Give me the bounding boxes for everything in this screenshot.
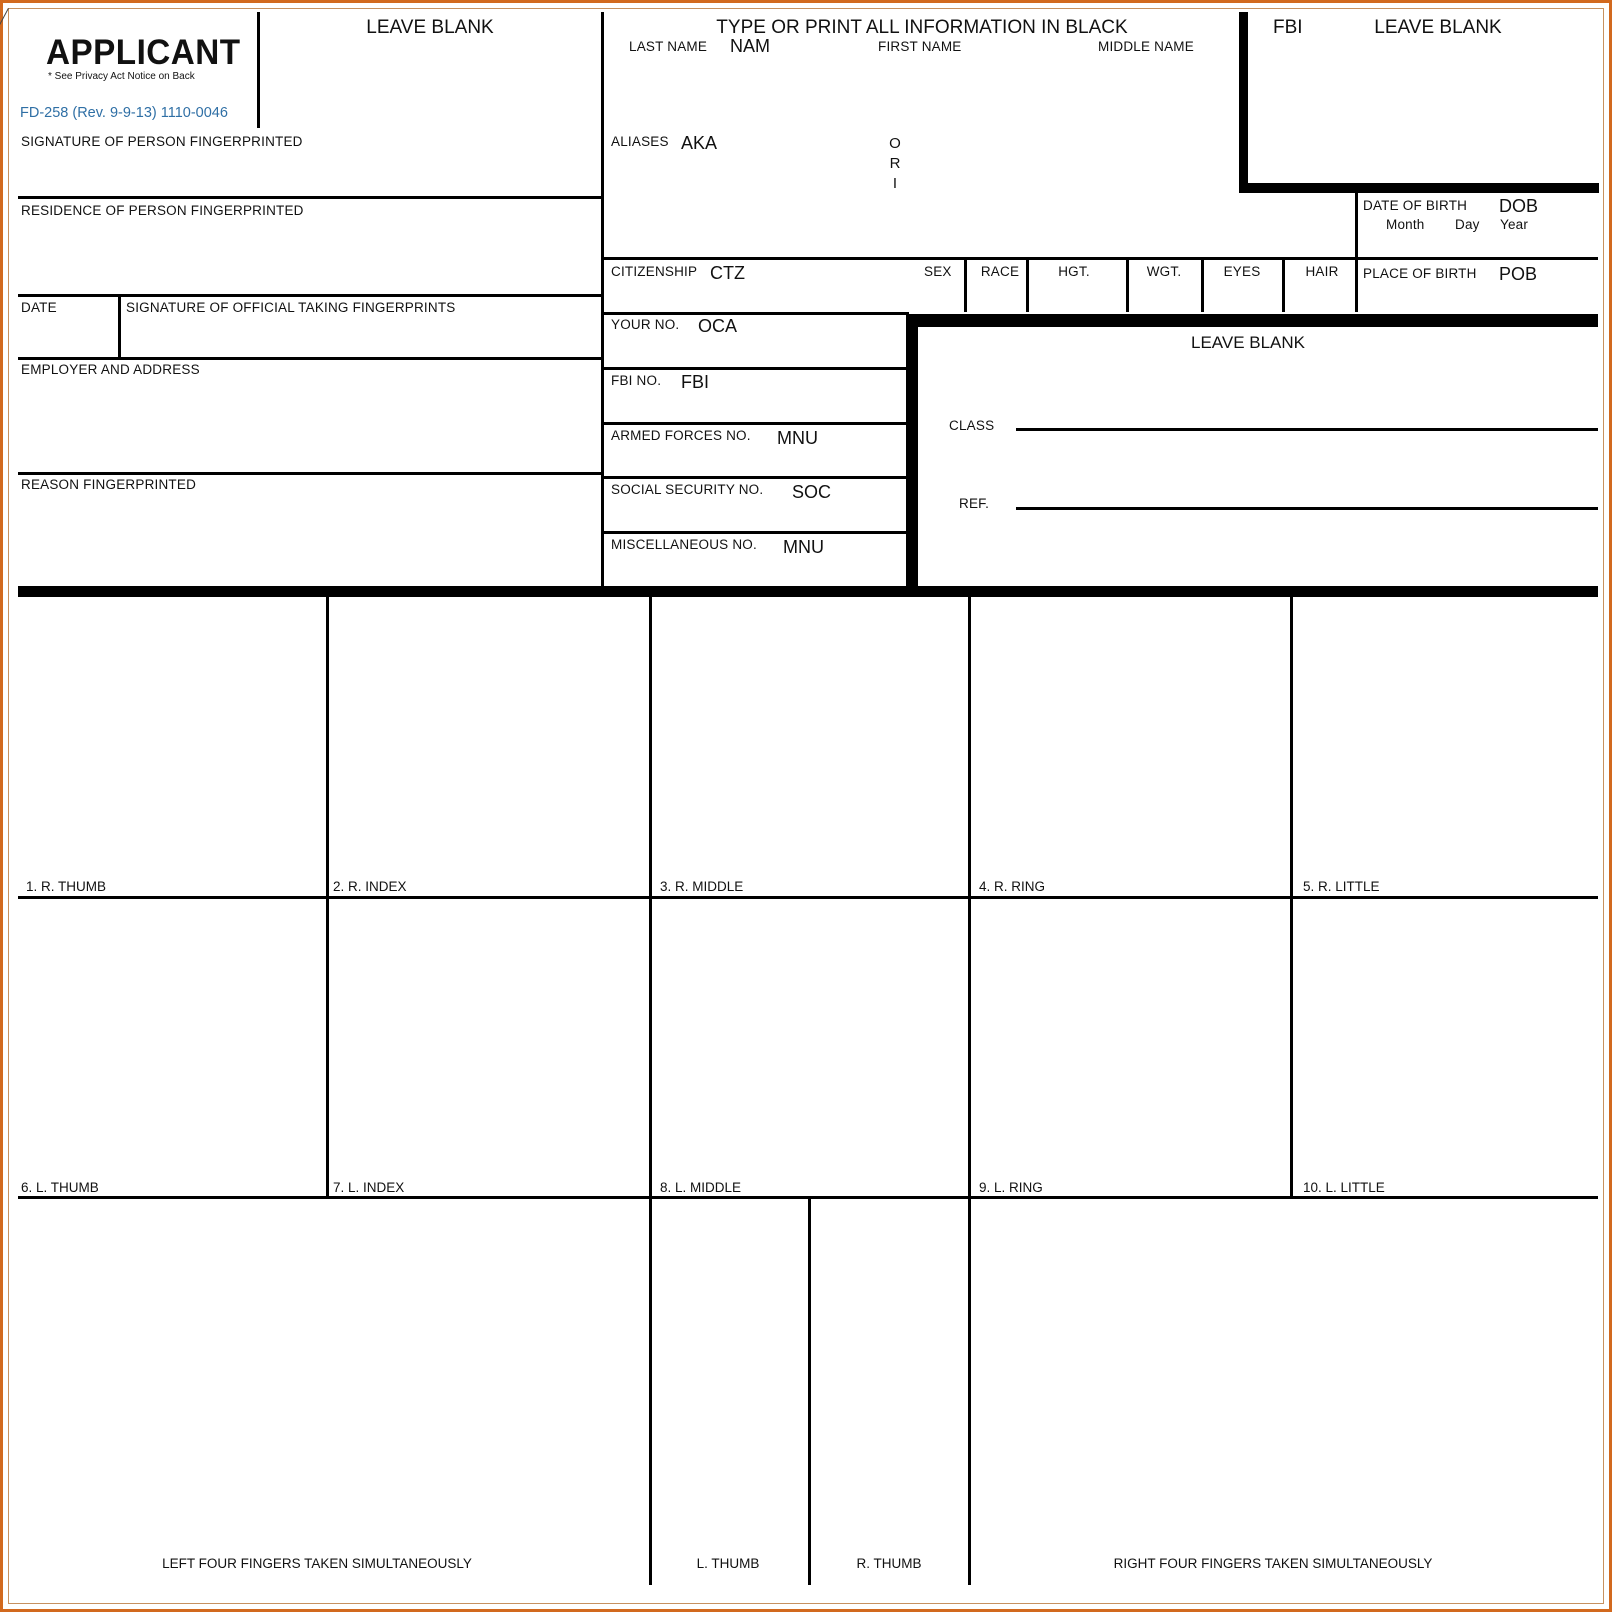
instructions-heading: TYPE OR PRINT ALL INFORMATION IN BLACK	[716, 17, 1128, 38]
dob-month-label: Month	[1386, 217, 1425, 232]
armed-forces-label: ARMED FORCES NO.	[611, 428, 751, 443]
right-index-box[interactable]	[329, 597, 649, 896]
left-index-label: 7. L. INDEX	[333, 1180, 405, 1195]
height-label: HGT.	[1058, 264, 1090, 279]
aliases-label: ALIASES	[611, 134, 669, 149]
right-four-fingers-box[interactable]	[971, 1199, 1598, 1585]
right-little-label: 5. R. LITTLE	[1303, 879, 1380, 894]
misc-label: MISCELLANEOUS NO.	[611, 537, 757, 552]
signature-official-field[interactable]	[122, 297, 600, 357]
ssn-value: SOC	[792, 482, 832, 502]
right-middle-box[interactable]	[652, 597, 968, 896]
left-middle-box[interactable]	[652, 899, 968, 1196]
weight-field[interactable]	[1129, 260, 1201, 312]
residence-label: RESIDENCE OF PERSON FINGERPRINTED	[21, 203, 304, 218]
reason-label: REASON FINGERPRINTED	[21, 477, 197, 492]
right-thumb-flat-box[interactable]	[811, 1199, 968, 1585]
corner-mark	[0, 8, 9, 61]
eyes-field[interactable]	[1204, 260, 1282, 312]
leave-blank-heading-left: LEAVE BLANK	[366, 17, 494, 38]
leave-blank-box-border	[906, 314, 1598, 327]
fbi-box-border	[1239, 183, 1599, 193]
leave-blank-box-title: LEAVE BLANK	[1190, 333, 1306, 352]
race-field[interactable]	[967, 260, 1026, 312]
right-ring-label: 4. R. RING	[979, 879, 1046, 894]
date-field[interactable]	[20, 297, 116, 357]
your-no-label: YOUR NO.	[611, 317, 680, 332]
signature-person-field[interactable]	[20, 130, 600, 195]
right-thumb-flat-label: R. THUMB	[856, 1556, 922, 1571]
armed-forces-field[interactable]	[604, 425, 906, 477]
fbi-box-border	[1239, 12, 1248, 193]
height-field[interactable]	[1029, 260, 1126, 312]
sex-label: SEX	[924, 264, 952, 279]
right-index-label: 2. R. INDEX	[333, 879, 407, 894]
left-thumb-label: 6. L. THUMB	[21, 1180, 99, 1195]
title-divider	[257, 12, 260, 128]
employer-field[interactable]	[20, 360, 600, 472]
date-label: DATE	[21, 300, 57, 315]
dob-day-label: Day	[1455, 217, 1480, 232]
left-ring-box[interactable]	[971, 899, 1290, 1196]
your-no-value: OCA	[698, 316, 738, 336]
form-title: APPLICANT	[46, 33, 241, 72]
citizenship-value: CTZ	[710, 263, 745, 283]
hair-field[interactable]	[1285, 260, 1355, 312]
signature-person-label: SIGNATURE OF PERSON FINGERPRINTED	[21, 134, 303, 149]
race-label: RACE	[980, 264, 1020, 279]
left-middle-label: 8. L. MIDDLE	[660, 1180, 742, 1195]
left-thumb-flat-box[interactable]	[652, 1199, 808, 1585]
ssn-field[interactable]	[604, 479, 906, 531]
reason-field[interactable]	[20, 475, 600, 585]
place-of-birth-field[interactable]	[1358, 260, 1598, 312]
left-index-box[interactable]	[329, 899, 649, 1196]
left-little-label: 10. L. LITTLE	[1303, 1180, 1385, 1195]
misc-field[interactable]	[604, 534, 906, 586]
dob-label: DATE OF BIRTH	[1363, 198, 1468, 213]
privacy-note: * See Privacy Act Notice on Back	[48, 71, 195, 82]
name-field[interactable]	[604, 34, 1234, 129]
rule	[118, 297, 121, 357]
ori-label: O R I	[889, 135, 901, 192]
middle-name-label: MIDDLE NAME	[1098, 39, 1194, 54]
dob-field[interactable]	[1358, 193, 1598, 255]
employer-label: EMPLOYER AND ADDRESS	[21, 362, 200, 377]
ssn-label: SOCIAL SECURITY NO.	[611, 482, 764, 497]
left-thumb-box[interactable]	[20, 899, 326, 1196]
left-thumb-flat-label: L. THUMB	[696, 1556, 760, 1571]
leave-blank-box-border	[906, 314, 918, 587]
right-ring-box[interactable]	[971, 597, 1290, 896]
fbi-heading: FBI	[1273, 17, 1303, 38]
ref-line[interactable]	[1016, 507, 1598, 510]
fbi-no-value: FBI	[681, 372, 710, 392]
fbi-no-field[interactable]	[604, 370, 906, 422]
leave-blank-heading-right: LEAVE BLANK	[1374, 17, 1502, 38]
dob-year-label: Year	[1500, 217, 1529, 232]
weight-label: WGT.	[1146, 264, 1182, 279]
left-little-box[interactable]	[1293, 899, 1598, 1196]
citizenship-field[interactable]	[604, 260, 964, 312]
residence-field[interactable]	[20, 199, 600, 294]
armed-forces-value: MNU	[777, 428, 818, 448]
signature-official-label: SIGNATURE OF OFFICIAL TAKING FINGERPRINTS	[126, 300, 456, 315]
aliases-field[interactable]	[604, 130, 874, 255]
right-middle-label: 3. R. MIDDLE	[660, 879, 744, 894]
first-name-label: FIRST NAME	[878, 39, 962, 54]
right-little-box[interactable]	[1293, 597, 1598, 896]
fbi-no-label: FBI NO.	[611, 373, 662, 388]
class-line[interactable]	[1016, 428, 1598, 431]
aliases-value: AKA	[681, 133, 718, 153]
place-of-birth-label: PLACE OF BIRTH	[1363, 266, 1477, 281]
form-number: FD-258 (Rev. 9-9-13) 1110-0046	[20, 105, 228, 121]
eyes-label: EYES	[1223, 264, 1261, 279]
left-four-fingers-label: LEFT FOUR FINGERS TAKEN SIMULTANEOUSLY	[162, 1556, 472, 1571]
right-four-fingers-label: RIGHT FOUR FINGERS TAKEN SIMULTANEOUSLY	[1113, 1556, 1433, 1571]
left-ring-label: 9. L. RING	[979, 1180, 1043, 1195]
last-name-value: NAM	[730, 36, 770, 56]
your-no-field[interactable]	[604, 315, 906, 367]
right-thumb-label: 1. R. THUMB	[26, 879, 107, 894]
misc-value: MNU	[783, 537, 824, 557]
right-thumb-box[interactable]	[20, 597, 326, 896]
hair-label: HAIR	[1305, 264, 1339, 279]
last-name-label: LAST NAME	[629, 39, 708, 54]
class-label: CLASS	[949, 418, 995, 433]
left-four-fingers-box[interactable]	[20, 1199, 649, 1585]
ref-label: REF.	[959, 496, 990, 511]
citizenship-label: CITIZENSHIP	[611, 264, 698, 279]
dob-value: DOB	[1499, 196, 1539, 216]
place-of-birth-value: POB	[1499, 264, 1538, 284]
section-separator	[18, 586, 1598, 597]
